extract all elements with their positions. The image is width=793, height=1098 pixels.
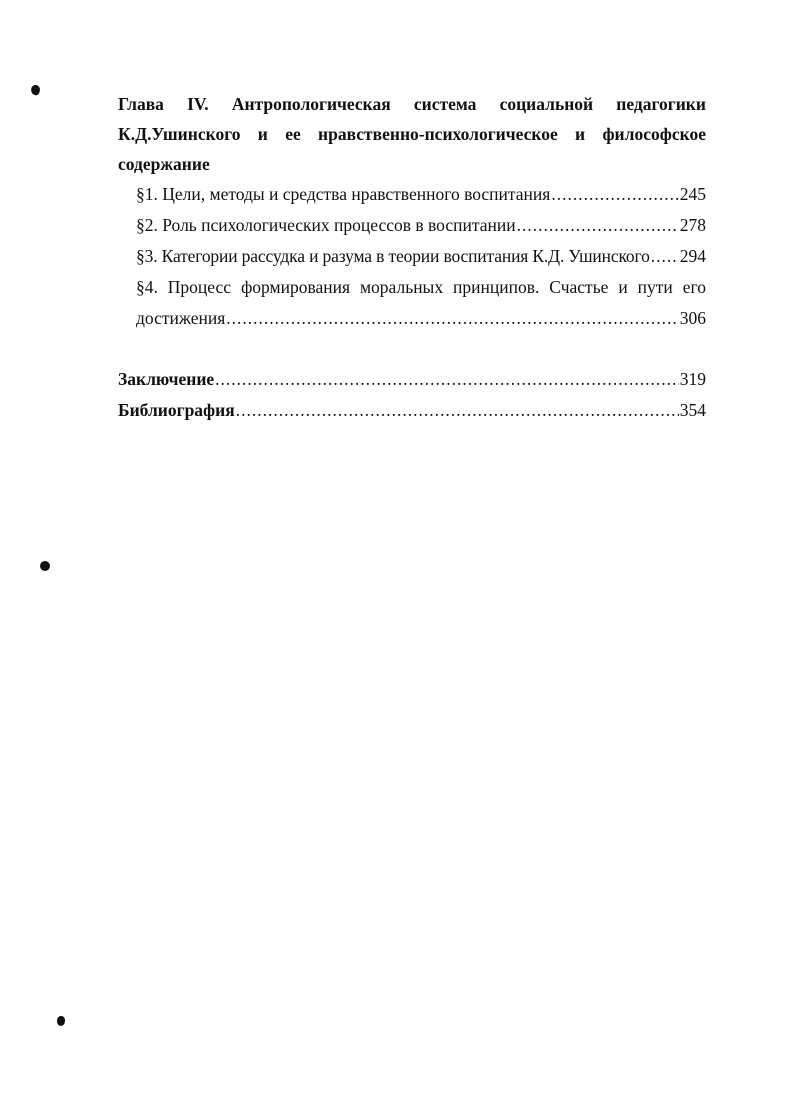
toc-entry-label: §3. Категории рассудка и разума в теории воспитания К.Д. Ушинского xyxy=(136,246,650,266)
toc-word: §4. xyxy=(136,277,158,297)
toc-word: пути xyxy=(637,277,673,297)
scan-speck xyxy=(57,1016,65,1026)
toc-word: и xyxy=(618,277,628,297)
heading-word: ее xyxy=(285,124,301,144)
toc-word: Счастье xyxy=(549,277,609,297)
toc-page-number: 278 xyxy=(679,215,706,235)
toc-entry-label: достижения xyxy=(136,308,226,328)
heading-word: К.Д.Ушинского xyxy=(118,124,241,144)
toc-entry-label: §2. Роль психологических процессов в воспитании xyxy=(136,215,516,235)
heading-word: содержание xyxy=(118,154,210,174)
toc-entry-conclusion[interactable] xyxy=(118,369,706,390)
heading-word: философское xyxy=(602,124,706,144)
toc-entry-section-3[interactable] xyxy=(136,246,706,267)
dot-leader xyxy=(215,369,679,390)
chapter-heading xyxy=(118,89,706,179)
heading-word: Глава xyxy=(118,94,164,114)
toc-word: принципов. xyxy=(453,277,540,297)
scan-speck xyxy=(40,561,50,571)
toc-entry-bibliography[interactable] xyxy=(118,400,706,421)
heading-word: педагогики xyxy=(616,94,706,114)
toc-word: его xyxy=(682,277,706,297)
chapter-heading-line-1 xyxy=(118,89,706,119)
heading-word: нравственно-психологическое xyxy=(318,124,558,144)
dot-leader xyxy=(517,215,679,236)
chapter-heading-line-3 xyxy=(118,149,706,179)
heading-word: IV. xyxy=(187,94,209,114)
dot-leader xyxy=(651,246,679,267)
toc-entry-section-4-line-1[interactable] xyxy=(136,277,706,298)
scan-speck xyxy=(30,84,42,96)
heading-word: социальной xyxy=(499,94,594,114)
toc-entry-label: Заключение xyxy=(118,369,215,389)
dot-leader xyxy=(236,400,679,421)
toc-entry-section-4-line-2[interactable] xyxy=(136,308,706,329)
toc-entry-section-1[interactable] xyxy=(136,184,706,205)
toc-entry-label: §1. Цели, методы и средства нравственного воспитания xyxy=(136,184,551,204)
chapter-heading-line-2 xyxy=(118,119,706,149)
toc-page-number: 319 xyxy=(679,369,706,389)
toc-page-number: 354 xyxy=(679,400,706,420)
toc-page-number: 245 xyxy=(679,184,706,204)
toc-page-number: 294 xyxy=(679,246,706,266)
toc-word: Процесс xyxy=(167,277,232,297)
toc-entry-section-2[interactable] xyxy=(136,215,706,236)
toc-word: формирования xyxy=(240,277,351,297)
heading-word: и xyxy=(575,124,586,144)
heading-word: система xyxy=(413,94,477,114)
heading-word: и xyxy=(257,124,268,144)
dot-leader xyxy=(226,308,678,329)
toc-page-number: 306 xyxy=(679,308,706,328)
toc-word: моральных xyxy=(359,277,444,297)
dot-leader xyxy=(551,184,678,205)
heading-word: Антропологическая xyxy=(231,94,391,114)
toc-entry-label: Библиография xyxy=(118,400,235,420)
